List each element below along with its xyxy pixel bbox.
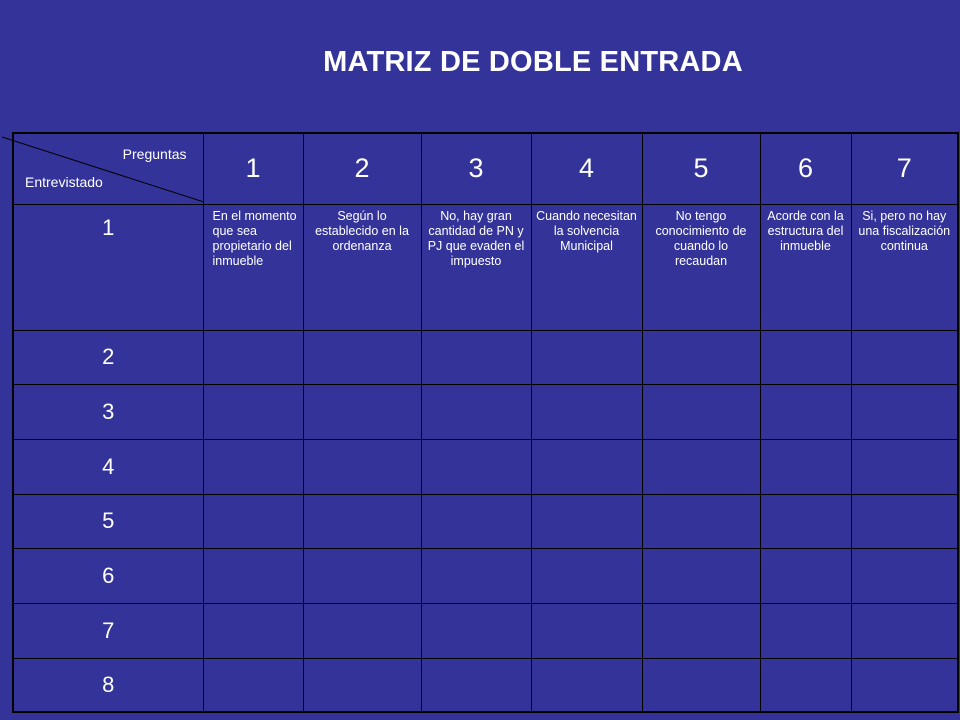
- interviewee-number: 8: [13, 658, 203, 712]
- interviewee-number: 6: [13, 548, 203, 603]
- empty-cell: [760, 384, 851, 439]
- diagonal-divider: [2, 134, 204, 205]
- empty-cell: [531, 548, 642, 603]
- empty-cell: [851, 603, 958, 658]
- empty-cell: [851, 548, 958, 603]
- empty-cell: [531, 384, 642, 439]
- page-title: MATRIZ DE DOBLE ENTRADA: [323, 46, 743, 78]
- empty-cell: [851, 384, 958, 439]
- empty-cell: [642, 384, 760, 439]
- empty-cell: [531, 603, 642, 658]
- empty-cell: [303, 548, 421, 603]
- answer-cell: No tengo conocimiento de cuando lo recaudan: [642, 204, 760, 330]
- empty-cell: [531, 330, 642, 384]
- empty-cell: [203, 603, 303, 658]
- empty-cell: [851, 658, 958, 712]
- empty-cell: [760, 439, 851, 494]
- empty-cell: [203, 494, 303, 548]
- empty-cell: [760, 548, 851, 603]
- interviewee-axis-label: Entrevistado: [25, 174, 103, 190]
- question-number: 4: [531, 133, 642, 204]
- empty-cell: [760, 603, 851, 658]
- empty-cell: [642, 658, 760, 712]
- interviewee-number: 2: [13, 330, 203, 384]
- header-row: [13, 133, 958, 204]
- empty-cell: [531, 439, 642, 494]
- questions-axis-label: Preguntas: [122, 146, 187, 162]
- answer-cell: No, hay gran cantidad de PN y PJ que evaden el impuesto: [421, 204, 531, 330]
- table-row: [13, 494, 958, 548]
- table-row: [13, 384, 958, 439]
- empty-cell: [642, 603, 760, 658]
- empty-cell: [303, 384, 421, 439]
- empty-cell: [642, 548, 760, 603]
- empty-cell: [203, 330, 303, 384]
- empty-cell: [303, 603, 421, 658]
- corner-cell: [13, 133, 203, 204]
- empty-cell: [642, 330, 760, 384]
- empty-cell: [851, 330, 958, 384]
- question-number: 2: [303, 133, 421, 204]
- interviewee-number: 7: [13, 603, 203, 658]
- empty-cell: [203, 439, 303, 494]
- interviewee-number: 4: [13, 439, 203, 494]
- table-row: [13, 548, 958, 603]
- table-row: [13, 204, 958, 330]
- table-row: [13, 330, 958, 384]
- empty-cell: [421, 384, 531, 439]
- empty-cell: [303, 439, 421, 494]
- question-number: 5: [642, 133, 760, 204]
- question-number: 6: [760, 133, 851, 204]
- empty-cell: [203, 658, 303, 712]
- interviewee-number: 1: [13, 204, 203, 330]
- empty-cell: [303, 658, 421, 712]
- empty-cell: [851, 494, 958, 548]
- empty-cell: [531, 494, 642, 548]
- empty-cell: [421, 658, 531, 712]
- answer-cell: Si, pero no hay una fiscalización continua: [851, 204, 958, 330]
- answer-cell: Según lo establecido en la ordenanza: [303, 204, 421, 330]
- double-entry-matrix: [12, 132, 959, 713]
- empty-cell: [760, 330, 851, 384]
- question-number: 7: [851, 133, 958, 204]
- empty-cell: [642, 494, 760, 548]
- empty-cell: [421, 548, 531, 603]
- empty-cell: [421, 439, 531, 494]
- interviewee-number: 5: [13, 494, 203, 548]
- empty-cell: [760, 494, 851, 548]
- question-number: 1: [203, 133, 303, 204]
- table-row: [13, 658, 958, 712]
- answer-cell: En el momento que sea propietario del inmueble: [203, 204, 303, 330]
- interviewee-number: 3: [13, 384, 203, 439]
- empty-cell: [642, 439, 760, 494]
- empty-cell: [203, 548, 303, 603]
- empty-cell: [421, 603, 531, 658]
- empty-cell: [303, 330, 421, 384]
- table-row: [13, 603, 958, 658]
- table-row: [13, 439, 958, 494]
- question-number: 3: [421, 133, 531, 204]
- answer-cell: Acorde con la estructura del inmueble: [760, 204, 851, 330]
- empty-cell: [421, 494, 531, 548]
- answer-cell: Cuando necesitan la solvencia Municipal: [531, 204, 642, 330]
- empty-cell: [760, 658, 851, 712]
- empty-cell: [421, 330, 531, 384]
- empty-cell: [531, 658, 642, 712]
- empty-cell: [203, 384, 303, 439]
- empty-cell: [303, 494, 421, 548]
- empty-cell: [851, 439, 958, 494]
